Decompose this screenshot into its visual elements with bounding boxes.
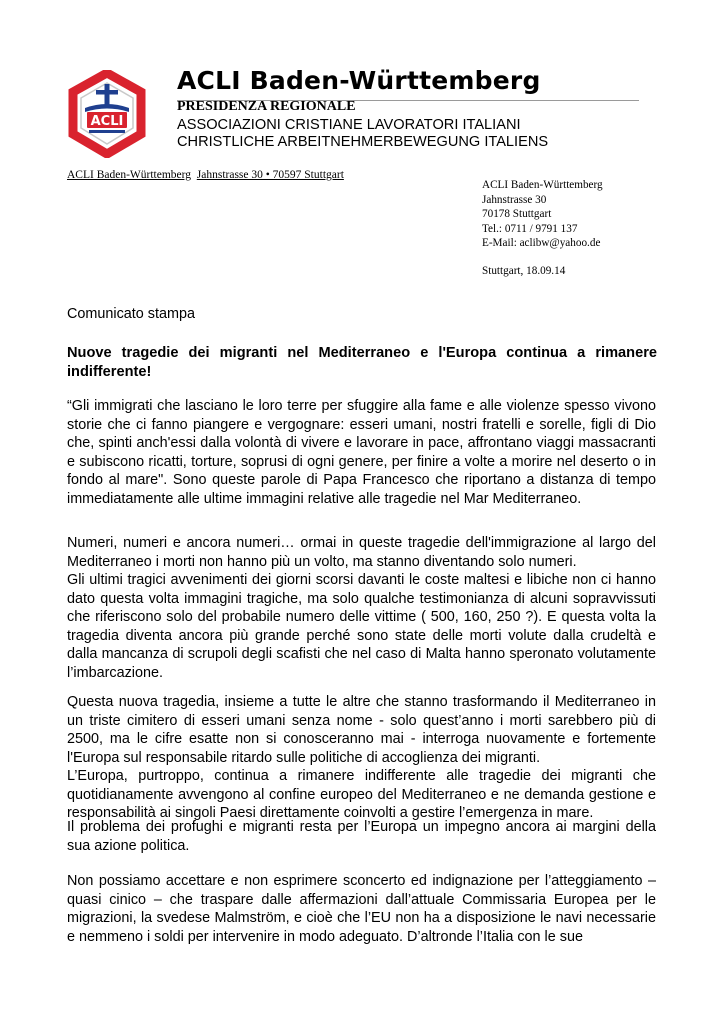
contact-name: ACLI Baden-Württemberg: [482, 179, 603, 191]
document-type: Comunicato stampa: [67, 306, 195, 322]
headline: Nuove tragedie dei migranti nel Mediterraneo e l'Europa continua a rimanere indifferente!: [67, 345, 657, 380]
logo-base-bar: [89, 130, 125, 133]
contact-email: E-Mail: aclibw@yahoo.de: [482, 237, 601, 249]
paragraph: Numeri, numeri e ancora numeri… ormai in queste tragedie dell'immigrazione al largo del Mediterraneo i morti non hanno più un volto, ma stanno diventando solo numeri.: [67, 535, 656, 570]
subtitle-italian: ASSOCIAZIONI CRISTIANE LAVORATORI ITALIANI: [177, 117, 521, 133]
sender-address: Jahnstrasse 30 • 70597 Stuttgart: [196, 169, 344, 181]
paragraph: Questa nuova tragedia, insieme a tutte le altre che stanno trasformando il Mediterraneo in un triste cimitero di esseri umani senza nome - solo quest’anno i morti sarebbero più di 2500, ma le cifre esatte non si conosceranno mai - interroga nuovamente e fortemente l'Europa sul responsabile ritardo sulle politiche di accoglienza dei migranti.: [67, 694, 656, 766]
contact-city: 70178 Stuttgart: [482, 208, 552, 220]
presidenza-label: PRESIDENZA REGIONALE: [177, 99, 356, 114]
paragraph: Gli ultimi tragici avvenimenti dei giorni scorsi davanti le coste maltesi e libiche non ci hanno dato questa volta immagini tragiche, ma solo qualche testimonianza di alcuni sopravvissuti che riferiscono solo del probabile numero delle vittime ( 500, 160, 250 ?). E questa volta la tragedia diventa ancora più grande perché sono state delle morti volute dalla crudeltà e dalla mancanza di scrupoli degli scafisti che nel caso di Malta hanno speronato volutamente l’imbarcazione.: [67, 572, 656, 681]
contact-street: Jahnstrasse 30: [482, 194, 547, 206]
organization-name: ACLI Baden-Württemberg: [177, 66, 541, 95]
paragraph: “Gli immigrati che lasciano le loro terre per sfuggire alla fame e alle violenze spesso vivono storie che ci fanno piangere e vergognare: esseri umani, nostri fratelli e sorelle, figli di Dio che, spinti anch'essi dalla volontà di vivere e lavorare in pace, affrontano viaggi massacranti e subiscono ricatti, torture, soprusi di ogni genere, per finire a volte a morire nel deserto o in fondo al mare". Sono queste parole di Papa Francesco che riportano a distanza di tempo immediatamente alle ultime immagini relative alle tragedie nel Mar Mediterraneo.: [67, 398, 656, 507]
paragraph: Il problema dei profughi e migranti resta per l’Europa un impegno ancora ai margini della sua azione politica.: [67, 819, 656, 854]
sender-return-address: [67, 169, 344, 181]
place-date: Stuttgart, 18.09.14: [482, 265, 566, 277]
subtitle-german: CHRISTLICHE ARBEITNEHMERBEWEGUNG ITALIENS: [177, 134, 549, 150]
sender-name: ACLI Baden-Württemberg: [67, 169, 192, 181]
paragraph: L’Europa, purtroppo, continua a rimanere indifferente alle tragedie dei migranti che quotidianamente avvengono al confine europeo del Mediterraneo e ne demanda gestione e responsabilità ai singoli Paesi direttamente coinvolti a gestire l’emergenza in mare.: [67, 768, 656, 822]
logo-cross-horizontal: [96, 90, 118, 95]
paragraph: Non possiamo accettare e non esprimere sconcerto ed indignazione per l’atteggiamento – quasi cinico – che traspare dalle affermazioni dall’attuale Commissaria Europea per le migrazioni, la svedese Malmström, e cioè che l’EU non ha a disposizione le navi necessarie e nemmeno i soldi per intervenire in modo adeguato. D’altronde l’Italia con le sue: [67, 873, 656, 945]
acli-logo: [67, 70, 147, 158]
logo-text: ACLI: [90, 114, 124, 129]
contact-phone: Tel.: 0711 / 9791 137: [482, 223, 578, 235]
logo-cross-vertical: [105, 84, 110, 106]
acli-logo-icon: [67, 70, 147, 158]
